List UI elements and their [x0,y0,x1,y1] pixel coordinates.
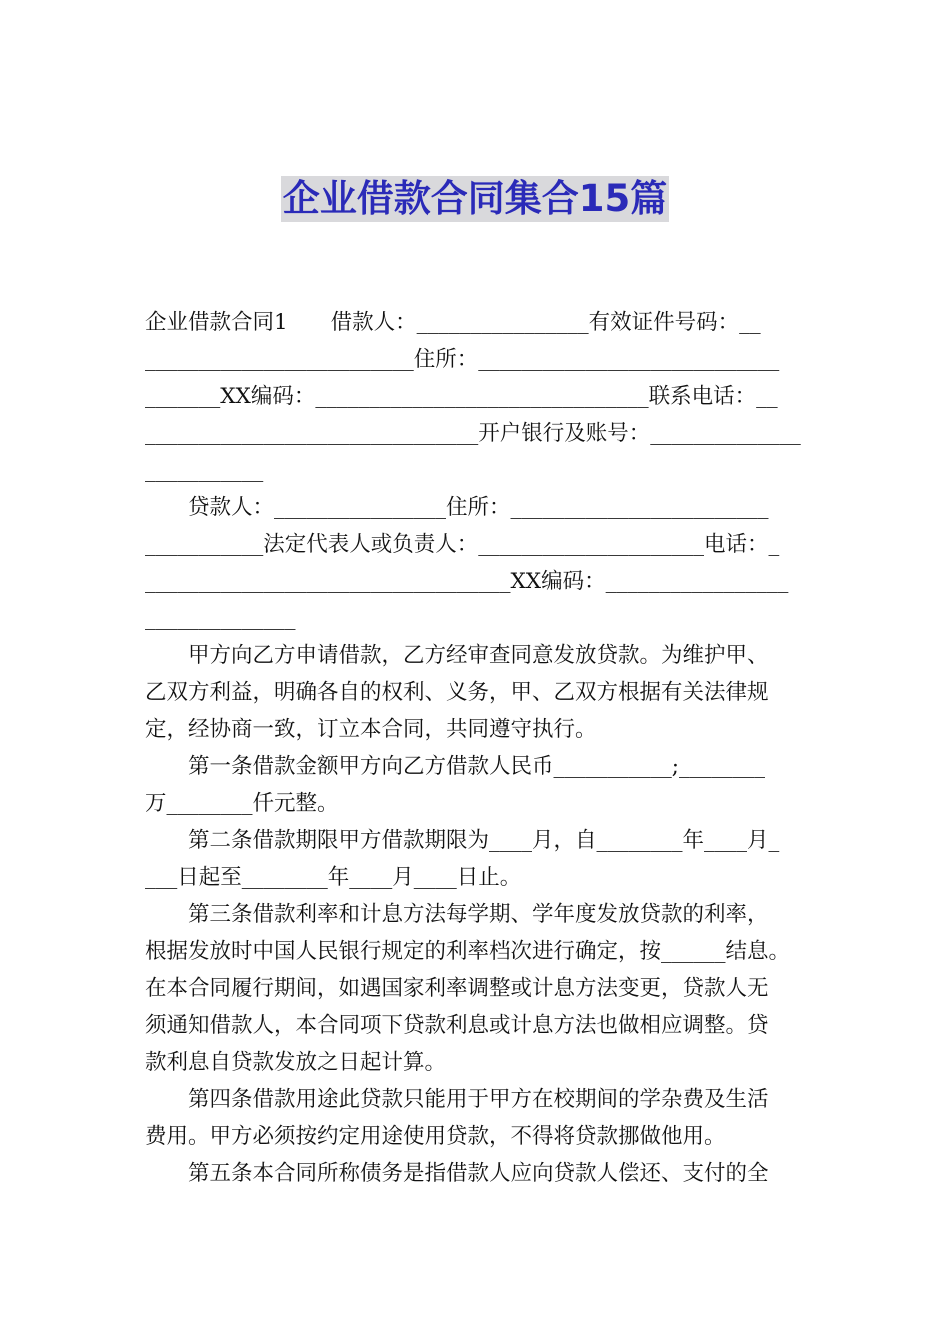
text-line: 第一条借款金额甲方向乙方借款人民币___________;________ [145,754,765,779]
text-line: 须通知借款人，本合同项下贷款利息或计息方法也做相应调整。贷 [145,1013,769,1038]
text-line: __________________________________XX编码：_________________ [145,569,789,594]
text-line: 在本合同履行期间，如遇国家利率调整或计息方法变更，贷款人无 [145,976,769,1001]
text-line: ___________ [145,458,264,483]
contract-body [145,304,807,1192]
text-line: 第二条借款期限甲方借款期限为____月，自________年____月_ [145,828,780,853]
text-line: _______XX编码：_______________________________联系电话：__ [145,384,778,409]
text-line: 乙双方利益，明确各自的权利、义务，甲、乙双方根据有关法律规 [145,680,769,705]
title-container [0,176,950,222]
text-line: 根据发放时中国人民银行规定的利率档次进行确定，按______结息。 [145,939,791,964]
text-line: 第四条借款用途此贷款只能用于甲方在校期间的学杂费及生活 [145,1087,769,1112]
text-line: 款利息自贷款发放之日起计算。 [145,1050,447,1075]
text-line: 万________仟元整。 [145,791,339,816]
text-line: 甲方向乙方申请借款，乙方经审查同意发放贷款。为维护甲、 [145,643,769,668]
text-line: ______________ [145,606,296,631]
text-line: _______________________________开户银行及账号：______________ [145,421,801,446]
text-line: 费用。甲方必须按约定用途使用贷款，不得将贷款挪做他用。 [145,1124,726,1149]
text-line: 贷款人：________________住所：________________________ [145,495,769,520]
text-line: 第三条借款利率和计息方法每学期、学年度发放贷款的利率， [145,902,769,927]
document-title: 企业借款合同集合15篇 [282,177,668,220]
text-line: _________________________住所：____________________________ [145,347,780,372]
text-line: 第五条本合同所称债务是指借款人应向贷款人偿还、支付的全 [145,1161,769,1186]
text-line: 定，经协商一致，订立本合同，共同遵守执行。 [145,717,597,742]
text-line: ___________法定代表人或负责人：_____________________电话：_ [145,532,780,557]
text-line: ___日起至________年____月____日止。 [145,865,522,890]
text-line: 企业借款合同1 借款人：________________有效证件号码：__ [145,310,761,335]
